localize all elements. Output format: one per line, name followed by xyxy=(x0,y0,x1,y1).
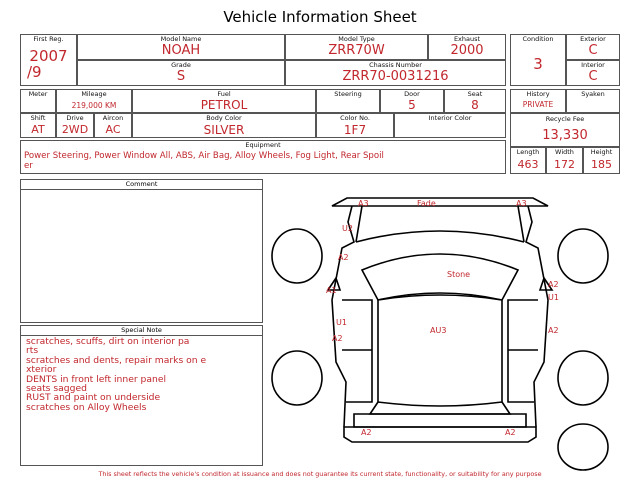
note-line: DENTS in front left inner panel xyxy=(26,373,167,385)
rear-panel xyxy=(354,414,526,427)
special-note-text xyxy=(26,337,206,412)
grade-cell xyxy=(77,60,285,86)
mark-a2-front-left: A2 xyxy=(338,253,349,262)
recycle-fee-value: 13,330 xyxy=(542,128,588,143)
mark-a2-front-right: A2 xyxy=(548,280,559,289)
mark-a3-front-left: A3 xyxy=(358,199,369,208)
seat-cell xyxy=(444,89,506,113)
interior-color-cell xyxy=(394,113,506,138)
comment-label: Comment xyxy=(21,180,262,190)
width-label: Width xyxy=(555,148,574,156)
first-reg-year: 2007 xyxy=(29,47,68,65)
history-label: History xyxy=(526,90,550,98)
note-line: seats sagged xyxy=(26,383,87,395)
page-title: Vehicle Information Sheet xyxy=(223,8,417,26)
body-color-label: Body Color xyxy=(206,114,242,122)
width-value: 172 xyxy=(554,158,575,171)
front-left-wheel xyxy=(272,229,322,283)
rear-left-wheel xyxy=(272,351,322,405)
model-type-value: ZRR70W xyxy=(328,43,385,58)
recycle-fee-label: Recycle Fee xyxy=(545,115,585,123)
length-value: 463 xyxy=(517,158,539,171)
interior-color-label: Interior Color xyxy=(428,114,472,122)
condition-cell xyxy=(510,34,566,86)
body-color-cell xyxy=(132,113,316,138)
interior-label: Interior xyxy=(581,61,605,69)
footer-disclaimer: This sheet reflects the vehicle's condition at issuance and does not guarantee its current state, functionality, or suitability for any purpose xyxy=(98,470,542,478)
height-value: 185 xyxy=(591,158,612,171)
hood xyxy=(356,206,524,242)
color-no-label: Color No. xyxy=(340,114,370,122)
mark-a2-mid-right: A2 xyxy=(548,326,559,335)
width-cell xyxy=(546,147,583,174)
shift-label: Shift xyxy=(30,114,46,122)
special-note-box xyxy=(20,325,263,466)
meter-cell xyxy=(20,89,56,113)
history-value: PRIVATE xyxy=(522,100,554,109)
note-line: scratches and dents, repair marks on e xyxy=(26,354,207,366)
color-no-value: 1F7 xyxy=(343,123,367,137)
fuel-value: PETROL xyxy=(200,98,248,112)
drive-label: Drive xyxy=(66,114,84,122)
chassis-value: ZRR70-0031216 xyxy=(342,69,449,84)
door-label: Door xyxy=(404,90,420,98)
mark-a2-rear-left: A2 xyxy=(361,428,372,437)
condition-value: 3 xyxy=(533,55,543,73)
seat-value: 8 xyxy=(471,98,479,112)
meter-label: Meter xyxy=(28,90,48,98)
door-value: 5 xyxy=(408,98,416,112)
fuel-label: Fuel xyxy=(217,90,231,98)
roof xyxy=(378,295,502,406)
steering-cell xyxy=(316,89,380,113)
model-type-cell xyxy=(285,34,428,60)
recycle-fee-cell xyxy=(510,113,620,147)
length-cell xyxy=(510,147,546,174)
mark-fade: Fade xyxy=(417,199,436,208)
note-line: rts xyxy=(26,345,39,357)
rear-right-wheel xyxy=(558,351,608,405)
note-line: xterior xyxy=(26,364,57,376)
front-right-wheel xyxy=(558,229,608,283)
color-no-cell xyxy=(316,113,394,138)
note-line: scratches, scuffs, dirt on interior pa xyxy=(26,336,190,347)
mark-a2-mid-left: A2 xyxy=(332,334,343,343)
height-cell xyxy=(583,147,620,174)
condition-label: Condition xyxy=(522,35,554,43)
mileage-cell xyxy=(56,89,132,113)
history-cell xyxy=(510,89,566,113)
first-reg-label: First Reg. xyxy=(33,35,64,43)
chassis-label: Chassis Number xyxy=(369,61,422,69)
exterior-value: C xyxy=(588,43,598,58)
mark-u2: U2 xyxy=(342,224,353,233)
shift-value: AT xyxy=(31,123,45,136)
aircon-cell xyxy=(94,113,132,138)
steering-label: Steering xyxy=(334,90,362,98)
spare-wheel xyxy=(558,424,608,470)
equipment-cell xyxy=(20,140,506,174)
exterior-cell xyxy=(566,34,620,60)
grade-value: S xyxy=(176,69,186,84)
mark-a1: A1 xyxy=(326,286,337,295)
shift-cell xyxy=(20,113,56,138)
first-reg-month: /9 xyxy=(27,63,42,81)
exterior-label: Exterior xyxy=(580,35,606,43)
syaken-cell xyxy=(566,89,620,113)
interior-value: C xyxy=(588,69,598,84)
length-label: Length xyxy=(516,148,540,156)
mark-a3-front-right: A3 xyxy=(516,199,527,208)
windshield xyxy=(362,254,518,300)
drive-cell xyxy=(56,113,94,138)
exhaust-value: 2000 xyxy=(450,43,484,58)
drive-value: 2WD xyxy=(61,123,89,136)
mileage-label: Mileage xyxy=(81,90,107,98)
equipment-label: Equipment xyxy=(245,141,281,149)
door-cell xyxy=(380,89,444,113)
mark-u1-left: U1 xyxy=(336,318,347,327)
mark-a2-rear-right: A2 xyxy=(505,428,516,437)
fuel-cell xyxy=(132,89,316,113)
height-label: Height xyxy=(590,148,613,156)
first-reg-cell xyxy=(20,34,77,86)
seat-label: Seat xyxy=(467,90,483,98)
note-line: RUST and paint on underside xyxy=(26,392,161,404)
comment-box xyxy=(20,179,263,323)
syaken-label: Syaken xyxy=(581,90,605,98)
model-name-label: Model Name xyxy=(160,35,202,43)
body-color-value: SILVER xyxy=(203,123,245,137)
mileage-value: 219,000 KM xyxy=(71,101,117,110)
chassis-cell xyxy=(285,60,506,86)
grade-label: Grade xyxy=(171,61,191,69)
mark-au3: AU3 xyxy=(430,326,447,335)
mark-stone: Stone xyxy=(447,270,471,279)
equipment-line-2: er xyxy=(24,161,33,171)
equipment-line-1: Power Steering, Power Window All, ABS, Air Bag, Alloy Wheels, Fog Light, Rear Spoil xyxy=(24,151,384,161)
model-name-value: NOAH xyxy=(161,43,201,58)
interior-cell xyxy=(566,60,620,86)
exhaust-label: Exhaust xyxy=(453,35,481,43)
special-note-label: Special Note xyxy=(21,326,262,336)
model-name-cell xyxy=(77,34,285,60)
aircon-label: Aircon xyxy=(102,114,124,122)
model-type-label: Model Type xyxy=(338,35,375,43)
exhaust-cell xyxy=(428,34,506,60)
mark-u1-right: U1 xyxy=(548,293,559,302)
aircon-value: AC xyxy=(105,123,121,136)
note-line: scratches on Alloy Wheels xyxy=(26,401,147,413)
